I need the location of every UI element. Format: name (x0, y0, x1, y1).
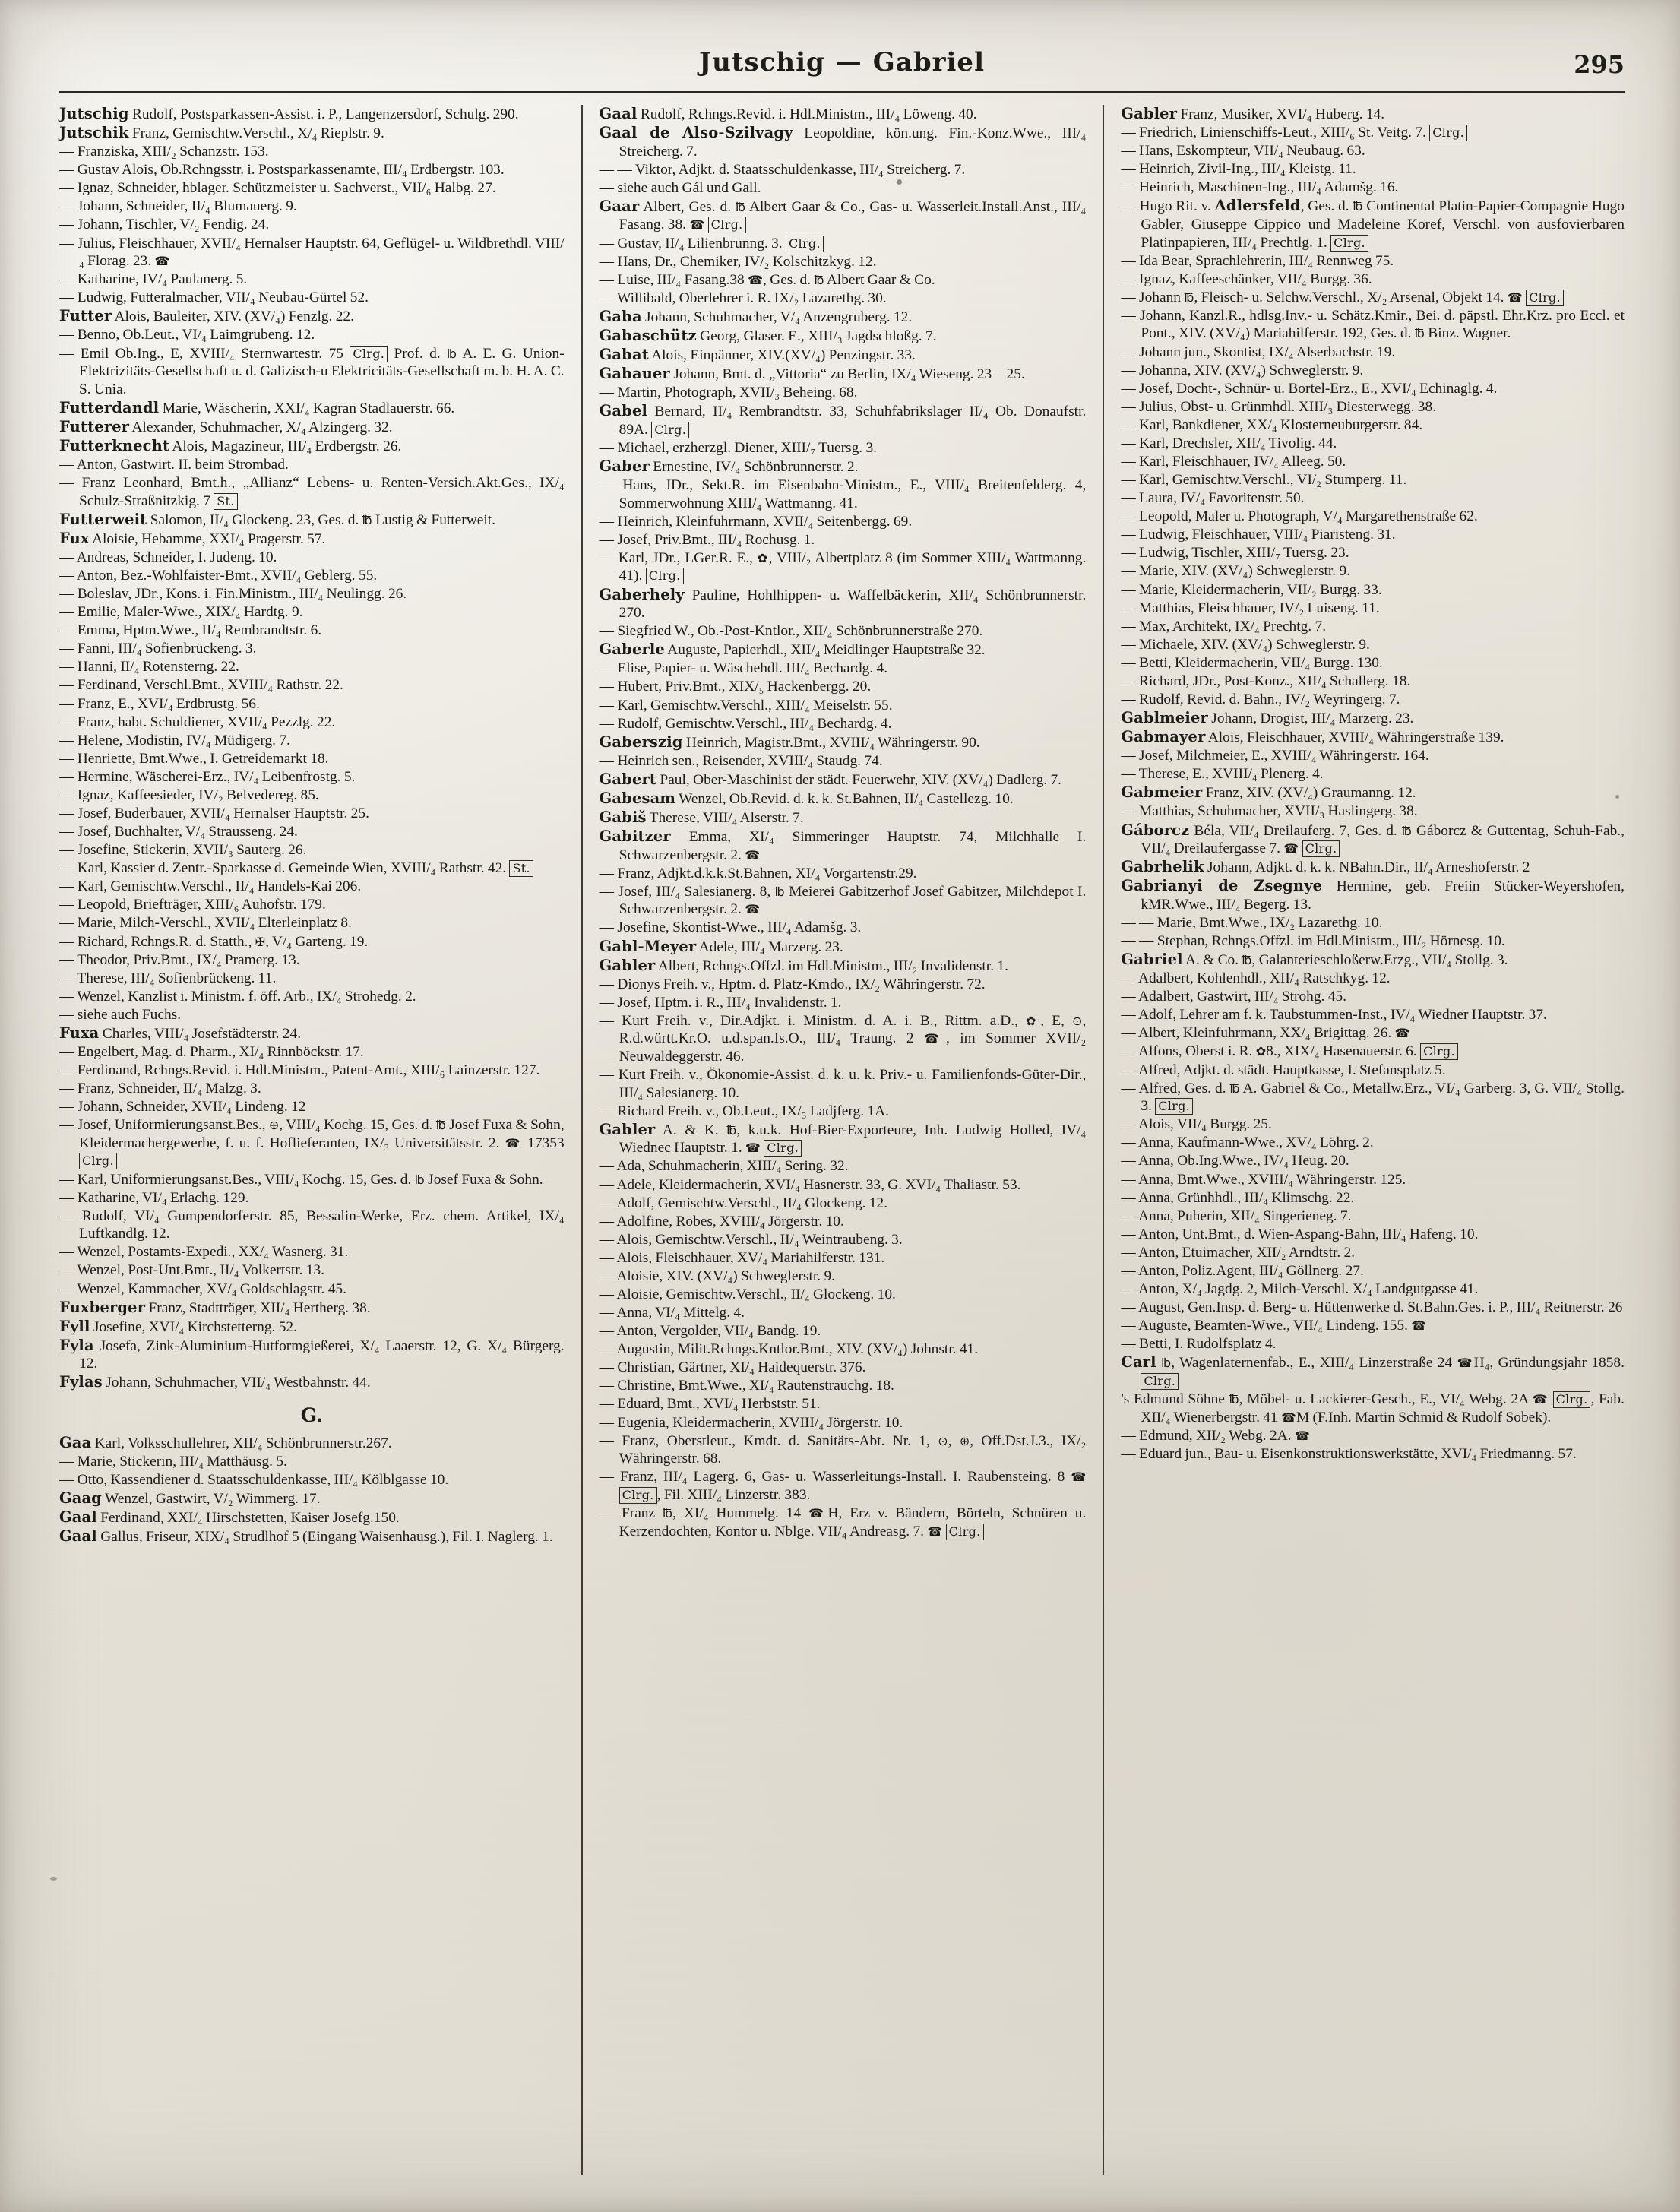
directory-entry: — Andreas, Schneider, I. Judeng. 10. (59, 549, 277, 565)
directory-entry: Gabrhelik Johann, Adjkt. d. k. k. NBahn.Dir., II/₄ Arneshoferstr. 2 (1121, 858, 1530, 876)
directory-entry: 's Edmund Söhne ℔, Möbel- u. Lackierer-Gesch., E., VI/₄ Webg. 2A ☎ Clrg. , Fab. XII/₄ Wienerbergstr. 41 ☎M (F.Inh. Martin Schmid & Rudolf Sobek). (1121, 1391, 1625, 1426)
directory-entry: — siehe auch Fuchs. (59, 1006, 182, 1023)
directory-entry: — Josef, Docht-, Schnür- u. Bortel-Erz., E., XVI/₄ Echinaglg. 4. (1121, 380, 1498, 397)
directory-entry: Gabiš Therese, VIII/₄ Alserstr. 7. (599, 808, 804, 826)
directory-entry: — Johann, Schneider, XVII/₄ Lindeng. 12 (59, 1099, 306, 1115)
directory-entry: — Wenzel, Postamts-Expedi., XX/₄ Wasnerg. 31. (59, 1244, 349, 1261)
telephone-icon: ☎ (1457, 1356, 1474, 1371)
directory-entry: — Anton, Etuimacher, XII/₂ Arndtstr. 2. (1121, 1244, 1356, 1261)
directory-entry: — Marie, Milch-Verschl., XVII/₄ Elterleinplatz 8. (59, 915, 352, 932)
directory-entry: — Dionys Freih. v., Hptm. d. Platz-Kmdo., IX/₂ Währingerstr. 72. (599, 976, 986, 992)
ink-speck (50, 1877, 57, 1881)
medal-icon: ⊕ (959, 1433, 970, 1448)
directory-entry: — Josefine, Stickerin, XVII/₃ Sauterg. 26. (59, 842, 307, 859)
order-decoration-icon: ✿ (1255, 1044, 1267, 1059)
firm-mark: ℔ (1229, 1081, 1240, 1096)
directory-entry: Gaal Gallus, Friseur, XIX/₄ Strudlhof 5 (Eingang Waisenhausg.), Fil. I. Naglerg. 1. (59, 1527, 553, 1546)
running-head-left: Jutschig (699, 47, 825, 78)
directory-entry: — Anna, Puherin, XII/₄ Singerieneg. 7. (1121, 1207, 1352, 1224)
directory-entry: — Ludwig, Futteralmacher, VII/₄ Neubau-Gürtel 52. (59, 290, 369, 306)
directory-entry: — Adolfine, Robes, XVIII/₄ Jörgerstr. 10. (599, 1213, 844, 1229)
directory-entry: Futter Alois, Bauleiter, XIV. (XV/₄) Fenzlg. 22. (59, 307, 354, 325)
directory-entry: Fyla Josefa, Zink-Aluminium-Hutformgießerei, X/₄ Laaerstr. 12, G. X/₄ Bürgerg. 12. (59, 1336, 565, 1372)
directory-entry: — Richard, JDr., Post-Konz., XII/₄ Schallerg. 18. (1121, 672, 1411, 689)
directory-entry: — Karl, Fleischhauer, IV/₄ Alleeg. 50. (1121, 453, 1346, 470)
directory-entry: — Otto, Kassendiener d. Staatsschuldenkasse, III/₄ Kölblgasse 10. (59, 1472, 449, 1489)
directory-entry: — Wenzel, Kammacher, XV/₄ Goldschlagstr. 45. (59, 1280, 346, 1297)
directory-entry: — Ignaz, Schneider, hblager. Schützmeister u. Sachverst., VII/₆ Halbg. 27. (59, 180, 496, 197)
directory-entry: Gabat Alois, Einpänner, XIV.(XV/₄) Penzingstr. 33. (599, 346, 916, 364)
directory-entry: — Helene, Modistin, IV/₄ Müdigerg. 7. (59, 732, 290, 748)
telephone-icon: ☎ (1394, 1026, 1410, 1041)
directory-entry: — Michael, erzherzgl. Diener, XIII/₇ Tuersg. 3. (599, 439, 878, 456)
directory-entry: — Johann, Kanzl.R., hdlsg.Inv.- u. Schätz.Kmir., Bei. d. päpstl. Ehr.Krz. pro Eccl. et Pont., XIV. (XV/₄) Mariahilferstr. 192, Ges. d. ℔ Binz. Wagner. (1121, 307, 1625, 342)
directory-entry: — Gustav Alois, Ob.Rchngsstr. i. Postsparkassenamte, III/₄ Erdbergstr. 103. (59, 162, 505, 179)
directory-entry: — Hermine, Wäscherei-Erz., IV/₄ Leibenfrostg. 5. (59, 768, 356, 785)
directory-entry: — Heinrich sen., Reisender, XVIII/₄ Staudg. 74. (599, 752, 883, 769)
header-rule (59, 91, 1625, 93)
directory-entry: — Anton, Unt.Bmt., d. Wien-Aspang-Bahn, III/₄ Hafeng. 10. (1121, 1226, 1479, 1242)
directory-entry: — Adalbert, Kohlenhdl., XII/₄ Ratschkyg. 12. (1121, 970, 1391, 987)
directory-entry: Jutschik Franz, Gemischtw.Verschl., X/₄ Rieplstr. 9. (59, 124, 384, 142)
directory-entry: — Ferdinand, Rchngs.Revid. i. Hdl.Ministm., Patent-Amt., XIII/₆ Lainzerstr. 127. (59, 1062, 540, 1079)
directory-entry: — Martin, Photograph, XVII/₃ Beheing. 68. (599, 384, 858, 401)
directory-entry: — Franz, III/₄ Lagerg. 6, Gas- u. Wasserleitungs-Install. I. Raubensteing. 8 ☎ Clrg. , Fil. XIII/₄ Linzerstr. 383. (599, 1469, 1087, 1503)
directory-entry: — Adele, Kleidermacherin, XVI/₄ Hasnerstr. 33, G. XVI/₄ Thaliastr. 53. (599, 1176, 1021, 1193)
clearing-mark: Clrg. (1302, 840, 1340, 857)
directory-entry: — Heinrich, Zivil-Ing., III/₄ Kleistg. 11. (1121, 161, 1356, 178)
directory-entry: — Johann, Tischler, V/₂ Fendig. 24. (59, 217, 270, 233)
directory-entry: — Aloisie, Gemischtw.Verschl., II/₄ Glockeng. 10. (599, 1286, 896, 1302)
telephone-icon: ☎ (1532, 1391, 1549, 1407)
running-head-dash: — (835, 47, 862, 78)
column-3 (1103, 105, 1625, 2175)
clearing-mark: Clrg. (1155, 1098, 1193, 1115)
column-1 (59, 105, 581, 2175)
directory-entry: — Franz, Schneider, II/₄ Malzg. 3. (59, 1081, 261, 1097)
directory-entry: Fyll Josefine, XVI/₄ Kirchstetterng. 52. (59, 1317, 297, 1335)
telephone-icon: ☎ (745, 847, 761, 862)
page-header (59, 40, 1625, 96)
directory-entry: — Emilie, Maler-Wwe., XIX/₄ Hardtg. 9. (59, 604, 303, 621)
telephone-icon: ☎ (1294, 1428, 1310, 1443)
directory-entry: — Therese, E., XVIII/₄ Plenerg. 4. (1121, 766, 1324, 783)
clearing-mark: Clrg. (646, 568, 684, 584)
directory-entry: — Eugenia, Kleidermacherin, XVIII/₄ Jörgerstr. 10. (599, 1414, 903, 1431)
directory-entry: Gabel Bernard, II/₄ Rembrandtstr. 33, Schuhfabrikslager II/₄ Ob. Donaufstr. 89A. Clrg. (599, 402, 1087, 438)
directory-entry: — Luise, III/₄ Fasang.38 ☎, Ges. d. ℔ Albert Gaar & Co. (599, 271, 935, 288)
directory-entry: — Engelbert, Mag. d. Pharm., XI/₄ Rinnböckstr. 17. (59, 1043, 364, 1060)
directory-entry: — Max, Architekt, IX/₄ Prechtg. 7. (1121, 618, 1327, 634)
directory-entry: — Anton, X/₄ Jagdg. 2, Milch-Verschl. X/₄ Landgutgasse 41. (1121, 1281, 1479, 1297)
directory-entry: — Ignaz, Kaffeeschänker, VII/₄ Burgg. 36. (1121, 271, 1372, 287)
telephone-icon: ☎ (745, 902, 761, 917)
directory-entry: — Ida Bear, Sprachlehrerin, III/₄ Rennweg 75. (1121, 252, 1394, 269)
directory-entry: — Leopold, Briefträger, XIII/₆ Auhofstr. 179. (59, 897, 326, 913)
directory-entry: — Anna, Grünhhdl., III/₄ Klimschg. 22. (1121, 1189, 1355, 1206)
page-content (59, 40, 1625, 2175)
directory-entry: — Heinrich, Maschinen-Ing., III/₄ Adamšg. 16. (1121, 179, 1399, 196)
directory-entry: — Anton, Poliz.Agent, III/₄ Göllnerg. 27. (1121, 1262, 1364, 1279)
directory-entry: — Hans, JDr., Sekt.R. im Eisenbahn-Ministm., E., VIII/₄ Breitenfelderg. 4, Sommerwohnung XIII/₄ Wattmanng. 41. (599, 477, 1087, 511)
directory-entry: — Eduard, Bmt., XVI/₄ Herbststr. 51. (599, 1396, 821, 1413)
running-head (59, 47, 1625, 78)
directory-entry: — August, Gen.Insp. d. Berg- u. Hüttenwerke d. St.Bahn.Ges. i. P., III/₄ Reitnerstr. 26 (1121, 1299, 1623, 1316)
directory-entry: — Albert, Kleinfuhrmann, XX/₄ Brigittag. 26. ☎ (1121, 1025, 1410, 1042)
directory-entry: — Michaele, XIV. (XV/₄) Schweglerstr. 9. (1121, 636, 1370, 653)
directory-entry: — Franz Leonhard, Bmt.h., „Allianz“ Lebens- u. Renten-Versich.Akt.Ges., IX/₄ Schulz-Straßnitzkig. 7 St. (59, 475, 565, 509)
directory-entry: — Laura, IV/₄ Favoritenstr. 50. (1121, 490, 1305, 507)
directory-entry: — Kurt Freih. v., Ökonomie-Assist. d. k. u. k. Priv.- u. Familienfonds-Güter-Dir., III/₄ Salesianerg. 10. (599, 1067, 1087, 1101)
directory-entry: Gabmayer Alois, Fleischhauer, XVIII/₄ Währingerstraße 139. (1121, 728, 1504, 746)
directory-entry: — Henriette, Bmt.Wwe., I. Getreidemarkt 18. (59, 750, 329, 767)
directory-entry: — Edmund, XII/₂ Webg. 2A. ☎ (1121, 1427, 1310, 1444)
clearing-mark: Clrg. (1420, 1043, 1458, 1060)
directory-entry: Gaberhely Pauline, Hohlhippen- u. Waffelbäckerin, XII/₄ Schönbrunnerstr. 270. (599, 585, 1087, 622)
directory-entry: — Johann jun., Skontist, IX/₄ Alserbachstr. 19. (1121, 343, 1396, 360)
order-decoration-icon: ✿ (757, 550, 769, 565)
directory-entry: — Hans, Eskompteur, VII/₄ Neubaug. 63. (1121, 143, 1365, 160)
directory-entry: — Josef, Priv.Bmt., III/₄ Rochusg. 1. (599, 531, 815, 548)
text-columns (59, 105, 1625, 2175)
directory-entry: — — Viktor, Adjkt. d. Staatsschuldenkasse, III/₄ Streicherg. 7. (599, 161, 966, 178)
directory-entry: — Anna, Ob.Ing.Wwe., IV/₄ Heug. 20. (1121, 1153, 1349, 1169)
directory-entry: Gáborcz Béla, VII/₄ Dreilauferg. 7, Ges. d. ℔ Gáborcz & Guttentag, Schuh-Fab., VII/₄ Dreilaufergasse 7. ☎ Clrg. (1121, 821, 1625, 857)
directory-entry: — Ada, Schuhmacherin, XIII/₄ Sering. 32. (599, 1158, 849, 1175)
directory-entry: — Marie, Stickerin, III/₄ Matthäusg. 5. (59, 1454, 287, 1470)
section-letter-heading: G. (300, 1403, 323, 1426)
directory-entry: Gablmeier Johann, Drogist, III/₄ Marzerg. 23. (1121, 709, 1414, 727)
firm-mark: ℔ (1229, 1391, 1239, 1407)
directory-entry: — Kurt Freih. v., Dir.Adjkt. i. Ministm. d. A. i. B., Rittm. a.D., ✿, E, ⊙, R.d.württ.Kr.O. u.d.span.Is.O., III/₄ Traung. 2 ☎, im Sommer XVII/₂ Neuwaldeggerstr. 46. (599, 1012, 1087, 1065)
directory-entry: — Johanna, XIV. (XV/₄) Schweglerstr. 9. (1121, 362, 1364, 378)
directory-entry: Gaber Ernestine, IV/₄ Schönbrunnerstr. 2. (599, 457, 859, 475)
telephone-icon: ☎ (154, 254, 170, 269)
directory-entry: — Anna, Bmt.Wwe., XVIII/₄ Währingerstr. 125. (1121, 1171, 1406, 1188)
directory-entry: — Franz, Oberstleut., Kmdt. d. Sanitäts-Abt. Nr. 1, ⊙, ⊕, Off.Dst.J.3., IX/₂ Währingerstr. 68. (599, 1432, 1087, 1467)
directory-entry: — Karl, Gemischtw.Verschl., II/₄ Handels-Kai 206. (59, 878, 362, 895)
directory-entry: — Anton, Vergolder, VII/₄ Bandg. 19. (599, 1323, 821, 1340)
directory-entry: — Wenzel, Post-Unt.Bmt., II/₄ Volkertstr. 13. (59, 1262, 325, 1279)
directory-entry: — Therese, III/₄ Sofienbrückeng. 11. (59, 970, 277, 986)
directory-entry: Futterer Alexander, Schuhmacher, X/₄ Alzingerg. 32. (59, 417, 393, 435)
clearing-mark: Clrg. (1429, 125, 1467, 141)
directory-entry: — Karl, JDr., LGer.R. E., ✿, VIII/₂ Albertplatz 8 (im Sommer XIII/₄ Wattmanng. 41). Clrg. (599, 549, 1087, 584)
directory-entry: — Josef, Milchmeier, E., XVIII/₄ Währingerstr. 164. (1121, 748, 1429, 764)
directory-entry: — Ignaz, Kaffeesieder, IV/₂ Belvedereg. 85. (59, 786, 319, 803)
telephone-icon: ☎ (927, 1524, 943, 1539)
directory-entry: — Josef, III/₄ Salesianerg. 8, ℔ Meierei Gabitzerhof Josef Gabitzer, Milchdepot I. Schwarzenbergstr. 2. ☎ (599, 883, 1087, 918)
directory-entry: Futterdandl Marie, Wäscherin, XXI/₄ Kagran Stadlauerstr. 66. (59, 398, 455, 416)
telephone-icon: ☎ (1283, 841, 1299, 856)
directory-entry: Gabert Paul, Ober-Maschinist der städt. Feuerwehr, XIV. (XV/₄) Dadlerg. 7. (599, 770, 1062, 788)
directory-entry: — Rudolf, VI/₄ Gumpendorferstr. 85, Bessalin-Werke, Erz. chem. Artikel, IX/₄ Luftkandlg. 12. (59, 1207, 565, 1242)
directory-entry: — Betti, I. Rudolfsplatz 4. (1121, 1336, 1277, 1353)
directory-entry: — Hugo Rit. v. Adlersfeld, Ges. d. ℔ Continental Platin-Papier-Compagnie Hugo Gabler, Giuseppe Cippico und Madeleine Koref, Verschl. von ausfovierbaren Platinpapieren, III/₄ Prechtlg. 1. Clrg. (1121, 197, 1625, 251)
directory-entry: — Christian, Gärtner, XI/₄ Haidequerstr. 376. (599, 1359, 866, 1376)
directory-entry: — Emma, Hptm.Wwe., II/₄ Rembrandtstr. 6. (59, 622, 322, 639)
directory-entry: Gaal Ferdinand, XXI/₄ Hirschstetten, Kaiser Josefg.150. (59, 1508, 400, 1527)
directory-entry: — Josef, Hptm. i. R., III/₄ Invalidenstr. 1. (599, 994, 842, 1011)
directory-entry: — Marie, Kleidermacherin, VII/₂ Burgg. 33. (1121, 581, 1382, 598)
directory-entry: — Katharine, VI/₄ Erlachg. 129. (59, 1189, 249, 1206)
firm-mark: ℔ (1161, 1356, 1172, 1371)
directory-entry: Gaa Karl, Volksschullehrer, XII/₄ Schönbrunnerstr.267. (59, 1433, 392, 1451)
directory-entry: — Karl, Uniformierungsanst.Bes., VIII/₄ Kochg. 15, Ges. d. ℔ Josef Fuxa & Sohn. (59, 1171, 543, 1188)
firm-mark: ℔ (435, 1118, 446, 1133)
directory-entry: Gabrianyi de Zsegnye Hermine, geb. Freiin Stücker-Weyershofen, kMR.Wwe., III/₄ Begerg. 13. (1121, 877, 1625, 913)
directory-entry: Gabler Franz, Musiker, XVI/₄ Huberg. 14. (1121, 105, 1385, 122)
directory-entry: Futterknecht Alois, Magazineur, III/₄ Erdbergstr. 26. (59, 436, 402, 454)
firm-mark: ℔ (814, 272, 824, 287)
directory-entry: Gaar Albert, Ges. d. ℔ Albert Gaar & Co., Gas- u. Wasserleit.Install.Anst., III/₄ Fasang. 38. ☎ Clrg. (599, 197, 1087, 233)
directory-entry: — Josef, Buchhalter, V/₄ Strausseng. 24. (59, 824, 298, 840)
state-mark: St. (214, 493, 237, 510)
directory-entry: — Eduard jun., Bau- u. Eisenkonstruktionswerkstätte, XVI/₄ Friedmanng. 57. (1121, 1445, 1577, 1462)
firm-mark: ℔ (726, 1122, 737, 1138)
directory-entry: Fuxberger Franz, Stadtträger, XII/₄ Hertherg. 38. (59, 1298, 371, 1316)
directory-entry: Gaberle Auguste, Papierhdl., XII/₄ Meidlinger Hauptstraße 32. (599, 641, 986, 659)
directory-entry: Gabitzer Emma, XI/₄ Simmeringer Hauptstr. 74, Milchhalle I. Schwarzenbergstr. 2. ☎ (599, 828, 1087, 863)
directory-entry: — Alois, VII/₄ Burgg. 25. (1121, 1116, 1272, 1133)
directory-entry: — Boleslav, JDr., Kons. i. Fin.Ministm., III/₄ Neulingg. 26. (59, 586, 407, 603)
directory-entry: — Willibald, Oberlehrer i. R. IX/₂ Lazarethg. 30. (599, 290, 887, 306)
firm-mark: ℔ (414, 1172, 425, 1187)
clearing-mark: Clrg. (1526, 290, 1564, 306)
directory-entry: — Richard, Rchngs.R. d. Statth., ✠, V/₄ Garteng. 19. (59, 933, 369, 950)
directory-entry: — Ludwig, Tischler, XIII/₇ Tuersg. 23. (1121, 545, 1349, 562)
medal-icon: ⊙ (1072, 1013, 1083, 1028)
directory-entry: — Julius, Obst- u. Grünmhdl. XIII/₃ Diesterwegg. 38. (1121, 398, 1437, 415)
directory-entry: — Heinrich, Kleinfuhrmann, XVII/₄ Seitenbergg. 69. (599, 513, 913, 530)
directory-entry: — Theodor, Priv.Bmt., IX/₄ Pramerg. 13. (59, 951, 300, 968)
directory-entry: Gabler Albert, Rchngs.Offzl. im Hdl.Ministm., III/₂ Invalidenstr. 1. (599, 956, 1008, 974)
directory-entry: — Matthias, Schuhmacher, XVII/₃ Haslingerg. 38. (1121, 803, 1418, 820)
clearing-mark: Clrg. (1330, 235, 1368, 252)
directory-entry: — Hubert, Priv.Bmt., XIX/₅ Hackenbergg. 20. (599, 679, 872, 695)
telephone-icon: ☎ (1411, 1318, 1427, 1334)
directory-entry: — Fanni, III/₄ Sofienbrückeng. 3. (59, 641, 257, 657)
directory-entry: — Karl, Kassier d. Zentr.-Sparkasse d. Gemeinde Wien, XVIII/₄ Rathstr. 42. St. (59, 859, 565, 878)
directory-entry: Gabaschütz Georg, Glaser. E., XIII/₃ Jagdschloßg. 7. (599, 326, 937, 344)
firm-mark: ℔ (362, 512, 372, 527)
directory-entry: Fuxa Charles, VIII/₄ Josefstädterstr. 24. (59, 1024, 302, 1042)
directory-entry: Gabl-Meyer Adele, III/₄ Marzerg. 23. (599, 937, 843, 955)
state-mark: St. (509, 860, 533, 877)
clearing-mark: Clrg. (708, 217, 746, 233)
directory-entry: — Wenzel, Kanzlist i. Ministm. f. öff. Arb., IX/₄ Strohedg. 2. (59, 988, 416, 1005)
cross-decoration-icon: ✠ (255, 934, 266, 949)
directory-entry: — Alois, Gemischtw.Verschl., II/₄ Weintraubeng. 3. (599, 1231, 903, 1248)
directory-entry: — Anna, VI/₄ Mittelg. 4. (599, 1305, 745, 1321)
directory-entry: — Karl, Drechsler, XII/₄ Tivolig. 44. (1121, 435, 1337, 451)
directory-entry: — Augustin, Milit.Rchngs.Kntlor.Bmt., XIV. (XV/₄) Johnstr. 41. (599, 1341, 979, 1358)
directory-entry: — Franziska, XIII/₂ Schanzstr. 153. (59, 144, 269, 160)
telephone-icon: ☎ (1507, 290, 1523, 305)
telephone-icon: ☎ (808, 1505, 828, 1521)
directory-entry: — Ludwig, Fleischhauer, VIII/₄ Piaristeng. 31. (1121, 527, 1396, 543)
directory-entry: — Richard Freih. v., Ob.Leut., IX/₃ Ladjferg. 1A. (599, 1103, 889, 1119)
page-number: 295 (1574, 50, 1625, 79)
directory-entry: — Elise, Papier- u. Wäschehdl. III/₄ Bechardg. 4. (599, 660, 888, 677)
order-decoration-icon: ✿ (1026, 1013, 1041, 1028)
directory-entry: — Adolf, Gemischtw.Verschl., II/₄ Glockeng. 12. (599, 1195, 888, 1211)
directory-entry: — Franz, Adjkt.d.k.k.St.Bahnen, XI/₄ Vorgartenstr.29. (599, 865, 917, 881)
directory-entry: — Adalbert, Gastwirt, III/₄ Strohg. 45. (1121, 989, 1347, 1005)
directory-entry: — Benno, Ob.Leut., VI/₄ Laimgrubeng. 12. (59, 327, 315, 343)
telephone-icon: ☎ (1281, 1410, 1296, 1425)
medal-icon: ⊙ (938, 1433, 948, 1448)
directory-entry: — Marie, XIV. (XV/₄) Schweglerstr. 9. (1121, 563, 1351, 580)
directory-entry: — Franz ℔, XI/₄ Hummelg. 14 ☎H, Erz v. Bändern, Börteln, Schnüren u. Kerzendochten, Kontor u. Nblge. VII/₄ Andreasg. 7. ☎ Clrg. (599, 1505, 1087, 1540)
directory-entry: — Aloisie, XIV. (XV/₄) Schweglerstr. 9. (599, 1267, 836, 1284)
clearing-mark: Clrg. (619, 1487, 657, 1504)
firm-mark: ℔ (446, 346, 457, 361)
directory-entry: Gaba Johann, Schuhmacher, V/₄ Anzengruberg. 12. (599, 307, 913, 325)
directory-entry: — Hanni, II/₄ Rotensterng. 22. (59, 659, 239, 676)
clearing-mark: Clrg. (786, 236, 824, 252)
directory-entry: — Karl, Gemischtw.Verschl., XIII/₄ Meiselstr. 55. (599, 697, 893, 714)
directory-entry: — Emil Ob.Ing., E, XVIII/₄ Sternwartestr. 75 Clrg. Prof. d. ℔ A. E. G. Union-Elektrizitäts-Gesellschaft u. d. Galizisch-u Elektricitäts-Gesellschaft m. b. H. A. C. S. Unia. (59, 345, 565, 397)
directory-entry: — Franz, E., XVI/₄ Erdbrustg. 56. (59, 695, 260, 712)
firm-mark: ℔ (1414, 326, 1425, 341)
running-head-right: Gabriel (872, 47, 985, 78)
directory-entry: — — Stephan, Rchngs.Offzl. im Hdl.Ministm., III/₂ Hörnesg. 10. (1121, 933, 1505, 950)
telephone-icon: ☎ (1071, 1470, 1087, 1485)
directory-entry: — Gustav, II/₄ Lilienbrunng. 3. Clrg. (600, 235, 1087, 253)
directory-entry: — Ferdinand, Verschl.Bmt., XVIII/₄ Rathstr. 22. (59, 677, 343, 694)
firm-mark: ℔ (1401, 823, 1412, 838)
telephone-icon: ☎ (689, 217, 705, 233)
directory-entry: — Karl, Bankdiener, XX/₄ Klosterneuburgerstr. 84. (1121, 416, 1423, 433)
firm-mark: ℔ (774, 884, 785, 899)
directory-entry: — Alfons, Oberst i. R. ✿8., XIX/₄ Hasenauerstr. 6. Clrg. (1121, 1043, 1625, 1061)
directory-entry: — Josef, Uniformierungsanst.Bes., ⊕, VIII/₄ Kochg. 15, Ges. d. ℔ Josef Fuxa & Sohn, Kleidermachergewerbe, f. u. f. Hoflieferanten, IX/₃ Universitätsstr. 2. ☎ 17353 Clrg. (59, 1117, 565, 1169)
clearing-mark: Clrg. (79, 1153, 117, 1169)
directory-entry: — Auguste, Beamten-Wwe., VII/₄ Lindeng. 155. ☎ (1121, 1318, 1427, 1334)
directory-entry: — Rudolf, Gemischtw.Verschl., III/₄ Bechardg. 4. (599, 715, 892, 732)
firm-mark: ℔ (1184, 290, 1194, 305)
directory-entry: Gaag Wenzel, Gastwirt, V/₂ Wimmerg. 17. (59, 1489, 321, 1508)
telephone-icon: ☎ (745, 1141, 761, 1156)
directory-entry: Gabler A. & K. ℔, k.u.k. Hof-Bier-Exporteure, Inh. Ludwig Holled, IV/₄ Wiednec Hauptstr. 1. ☎ Clrg. (599, 1120, 1087, 1157)
firm-mark: ℔ (736, 199, 746, 214)
directory-entry: — Julius, Fleischhauer, XVII/₄ Hernalser Hauptstr. 64, Geflügel- u. Wildbrethdl. VIII/₄ Florag. 23. ☎ (59, 235, 565, 270)
column-2 (581, 105, 1103, 2175)
directory-entry: — Hans, Dr., Chemiker, IV/₂ Kolschitzkyg. 12. (599, 253, 877, 270)
telephone-icon: ☎ (505, 1135, 523, 1150)
directory-entry: — Matthias, Fleischhauer, IV/₂ Luiseng. 11. (1121, 600, 1380, 616)
directory-entry: Gabauer Johann, Bmt. d. „Vittoria“ zu Berlin, IX/₄ Wieseng. 23—25. (599, 365, 1025, 383)
directory-entry: — Betti, Kleidermacherin, VII/₄ Burgg. 130. (1121, 654, 1383, 671)
directory-entry: Gaal Rudolf, Rchngs.Revid. i. Hdl.Ministm., III/₄ Löweng. 40. (599, 105, 977, 122)
directory-entry: — Josefine, Skontist-Wwe., III/₄ Adamšg. 3. (599, 919, 862, 936)
telephone-icon: ☎ (923, 1031, 946, 1046)
directory-entry: — Anton, Bez.-Wohlfaister-Bmt., XVII/₄ Geblerg. 55. (59, 567, 378, 584)
clearing-mark: Clrg. (764, 1140, 802, 1157)
clearing-mark: Clrg. (350, 346, 388, 362)
clearing-mark: Clrg. (1553, 1391, 1591, 1408)
directory-entry: Gabmeier Franz, XIV. (XV/₄) Graumanng. 12. (1121, 783, 1416, 802)
directory-entry: — Friedrich, Linienschiffs-Leut., XIII/₆ St. Veitg. 7. Clrg. (1121, 124, 1625, 142)
directory-entry: Gabriel A. & Co. ℔, Galanterieschloßerw.Erzg., VII/₄ Stollg. 3. (1121, 951, 1508, 969)
directory-entry: — Anton, Gastwirt. II. beim Strombad. (59, 456, 289, 473)
firm-mark: ℔ (1353, 199, 1363, 214)
clearing-mark: Clrg. (651, 422, 689, 438)
directory-entry: Gaal de Also-Szilvagy Leopoldine, kön.ung. Fin.-Konz.Wwe., III/₄ Streicherg. 7. (599, 124, 1087, 160)
directory-entry: Fylas Johann, Schuhmacher, VII/₄ Westbahnstr. 44. (59, 1373, 371, 1391)
directory-entry: Gabesam Wenzel, Ob.Revid. d. k. k. St.Bahnen, II/₄ Castellezg. 10. (599, 789, 1014, 807)
directory-entry: Gaberszig Heinrich, Magistr.Bmt., XVIII/₄ Währingerstr. 90. (599, 733, 980, 751)
directory-entry: — Alfred, Ges. d. ℔ A. Gabriel & Co., Metallw.Erz., VI/₄ Garberg. 3, G. VII/₄ Stollg. 3. Clrg. (1121, 1080, 1625, 1115)
directory-entry: — Adolf, Lehrer am f. k. Taubstummen-Inst., IV/₄ Wiedner Hauptstr. 37. (1121, 1007, 1547, 1024)
directory-entry: — Leopold, Maler u. Photograph, V/₄ Margarethenstraße 62. (1121, 508, 1478, 525)
clearing-mark: Clrg. (1141, 1373, 1179, 1390)
directory-entry: Fux Aloisie, Hebamme, XXI/₄ Pragerstr. 57. (59, 529, 326, 547)
firm-mark: ℔ (1242, 953, 1252, 968)
clearing-mark: Clrg. (946, 1524, 984, 1540)
directory-entry: — Karl, Gemischtw.Verschl., VI/₂ Stumperg. 11. (1121, 472, 1407, 489)
directory-entry: — Johann ℔, Fleisch- u. Selchw.Verschl., X/₂ Arsenal, Objekt 14. ☎ Clrg. (1121, 289, 1625, 307)
directory-entry: — Anna, Kaufmann-Wwe., XV/₄ Löhrg. 2. (1121, 1134, 1374, 1151)
firm-mark: ℔ (663, 1505, 673, 1521)
directory-entry: Carl ℔, Wagenlaternenfab., E., XIII/₄ Linzerstraße 24 ☎H₄, Gründungsjahr 1858. Clrg. (1121, 1353, 1625, 1388)
directory-entry: — Katharine, IV/₄ Paulanerg. 5. (59, 271, 248, 288)
directory-entry: — Siegfried W., Ob.-Post-Kntlor., XII/₄ Schönbrunnerstraße 270. (599, 623, 983, 640)
directory-entry: — Franz, habt. Schuldiener, XVII/₄ Pezzlg. 22. (59, 714, 336, 730)
directory-entry: — Christine, Bmt.Wwe., XI/₄ Rautenstrauchg. 18. (599, 1378, 894, 1394)
telephone-icon: ☎ (748, 272, 763, 287)
medal-icon: ⊕ (268, 1118, 280, 1133)
directory-entry: — Alois, Fleischhauer, XV/₄ Mariahilferstr. 131. (599, 1249, 885, 1266)
directory-entry: — Josef, Buderbauer, XVII/₄ Hernalser Hauptstr. 25. (59, 805, 369, 821)
directory-entry: Futterweit Salomon, II/₄ Glockeng. 23, Ges. d. ℔ Lustig & Futterweit. (59, 510, 495, 528)
directory-entry: — — Marie, Bmt.Wwe., IX/₂ Lazarethg. 10. (1121, 914, 1383, 931)
directory-entry: — Alfred, Adjkt. d. städt. Hauptkasse, I. Stefansplatz 5. (1121, 1062, 1446, 1078)
directory-entry: — Rudolf, Revid. d. Bahn., IV/₂ Weyringerg. 7. (1121, 691, 1400, 707)
directory-entry: — siehe auch Gál und Gall. (599, 179, 761, 196)
directory-entry: Jutschig Rudolf, Postsparkassen-Assist. i. P., Langenzersdorf, Schulg. 290. (59, 105, 519, 122)
directory-entry: — Johann, Schneider, II/₄ Blumauerg. 9. (59, 198, 297, 215)
